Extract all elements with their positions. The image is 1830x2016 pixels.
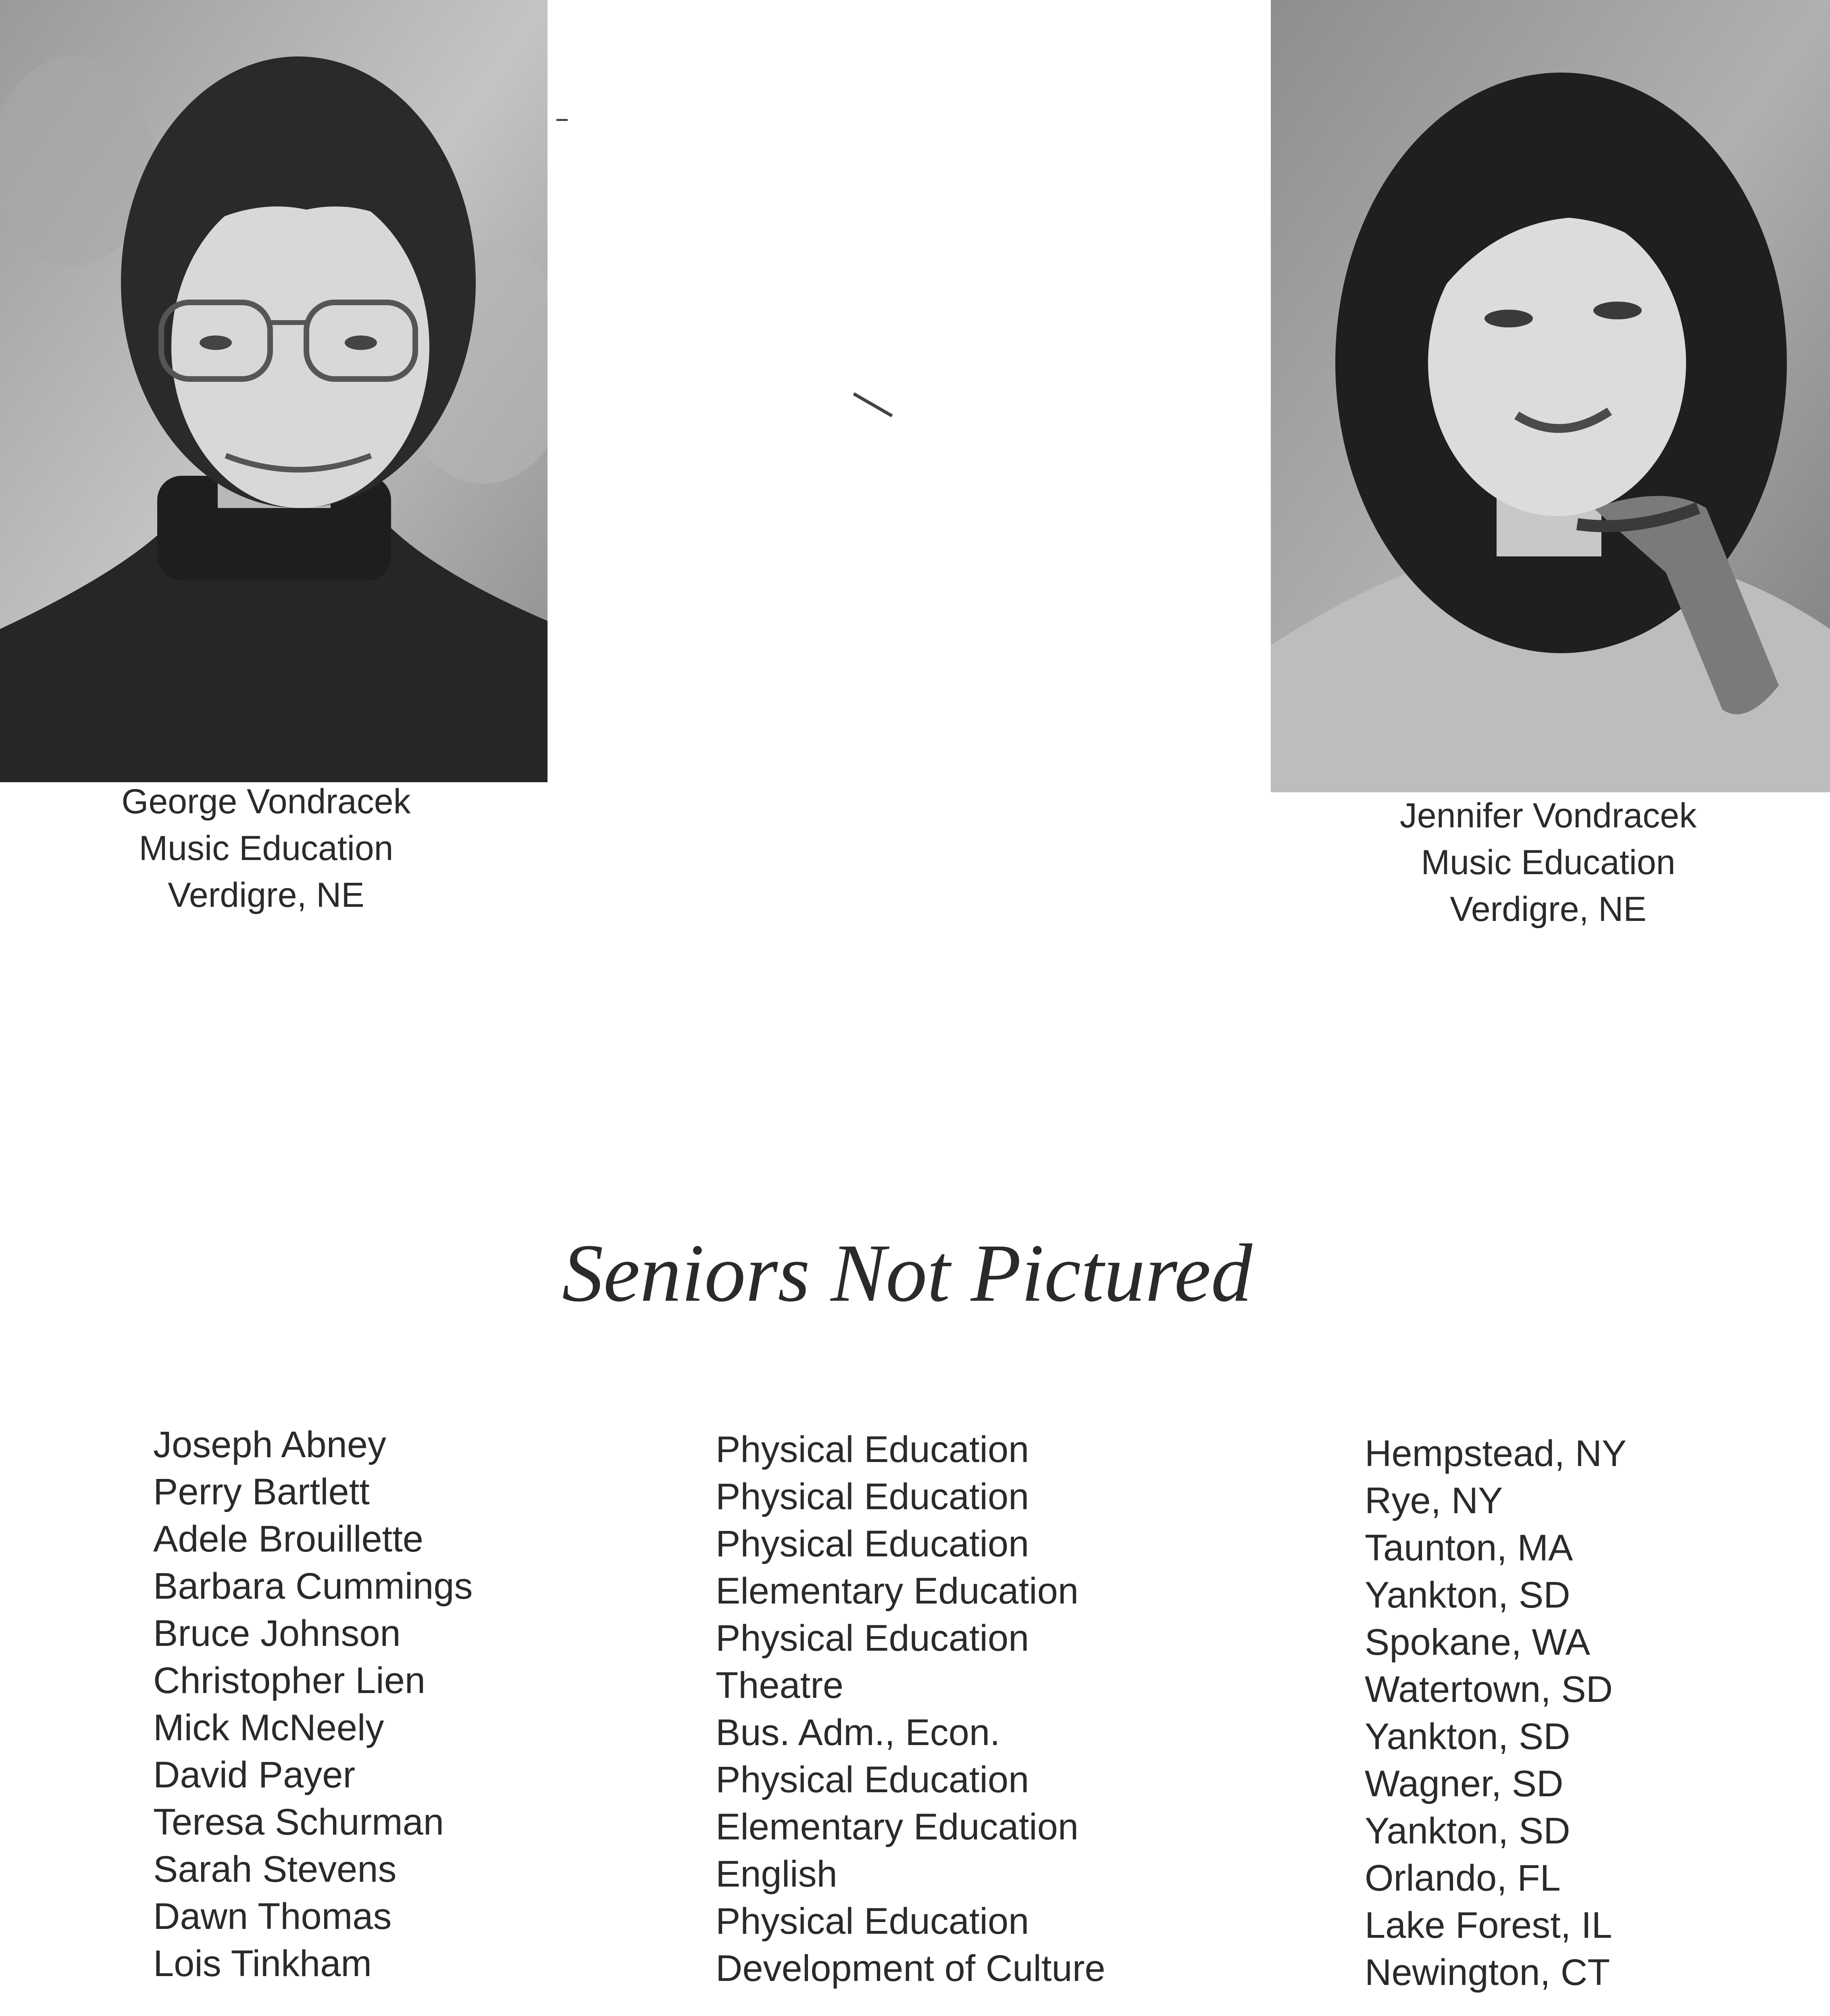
list-item-hometown: Newington, CT xyxy=(1365,1952,1610,1993)
portrait-photo-jennifer xyxy=(1271,0,1830,792)
list-item-hometown: Taunton, MA xyxy=(1365,1527,1573,1568)
list-item-name: Barbara Cummings xyxy=(153,1566,473,1607)
list-item-name: Bruce Johnson xyxy=(153,1613,401,1654)
list-item-major: Development of Culture xyxy=(716,1948,1105,1989)
names-column xyxy=(153,1421,473,1987)
list-item-name: Sarah Stevens xyxy=(153,1849,397,1890)
featured-hometown: Verdigre, NE xyxy=(1450,890,1647,929)
list-item-hometown: Spokane, WA xyxy=(1365,1622,1591,1663)
list-item-hometown: Yankton, SD xyxy=(1365,1810,1570,1851)
list-item-hometown: Yankton, SD xyxy=(1365,1716,1570,1757)
list-item-major: Physical Education xyxy=(716,1759,1029,1800)
list-item-hometown: Watertown, SD xyxy=(1365,1669,1613,1710)
list-item-major: English xyxy=(716,1854,837,1895)
list-item-name: Mick McNeely xyxy=(153,1707,384,1748)
list-item-name: Perry Bartlett xyxy=(153,1471,370,1512)
list-item-hometown: Hempstead, NY xyxy=(1365,1433,1627,1474)
list-item-major: Physical Education xyxy=(716,1429,1029,1470)
section-title: Seniors Not Pictured xyxy=(562,1227,1252,1319)
list-item-major: Elementary Education xyxy=(716,1806,1079,1847)
list-item-major: Physical Education xyxy=(716,1618,1029,1659)
portrait-image xyxy=(1271,0,1830,792)
list-item-major: Elementary Education xyxy=(716,1570,1079,1612)
list-item-hometown: Lake Forest, IL xyxy=(1365,1905,1612,1946)
portrait-image xyxy=(0,0,548,782)
list-item-hometown: Rye, NY xyxy=(1365,1480,1503,1521)
list-item-name: Dawn Thomas xyxy=(153,1896,392,1937)
list-item-name: Teresa Schurman xyxy=(153,1801,444,1843)
list-item-name: Joseph Abney xyxy=(153,1424,387,1465)
portrait-photo-george xyxy=(0,0,548,782)
list-item-major: Physical Education xyxy=(716,1523,1029,1564)
list-item-name: Adele Brouillette xyxy=(153,1518,423,1560)
list-item-hometown: Orlando, FL xyxy=(1365,1858,1561,1899)
featured-name: Jennifer Vondracek xyxy=(1399,796,1697,835)
print-mark xyxy=(853,392,893,417)
featured-major: Music Education xyxy=(1421,843,1676,882)
featured-caption-right xyxy=(1347,792,1750,933)
list-item-major: Bus. Adm., Econ. xyxy=(716,1712,1000,1753)
list-item-hometown: Yankton, SD xyxy=(1365,1574,1570,1616)
list-item-major: Physical Education xyxy=(716,1476,1029,1517)
list-item-major: Physical Education xyxy=(716,1901,1029,1942)
list-item-name: Lois Tinkham xyxy=(153,1943,372,1984)
featured-major: Music Education xyxy=(139,829,393,868)
featured-hometown: Verdigre, NE xyxy=(168,876,364,914)
list-item-major: Theatre xyxy=(716,1665,844,1706)
print-mark xyxy=(556,119,568,121)
list-item-hometown: Wagner, SD xyxy=(1365,1763,1564,1804)
majors-column xyxy=(716,1426,1105,1992)
featured-caption-left xyxy=(73,778,460,918)
featured-name: George Vondracek xyxy=(121,782,411,821)
list-item-name: David Payer xyxy=(153,1754,356,1795)
list-item-name: Christopher Lien xyxy=(153,1660,426,1701)
hometowns-column xyxy=(1365,1430,1626,1996)
